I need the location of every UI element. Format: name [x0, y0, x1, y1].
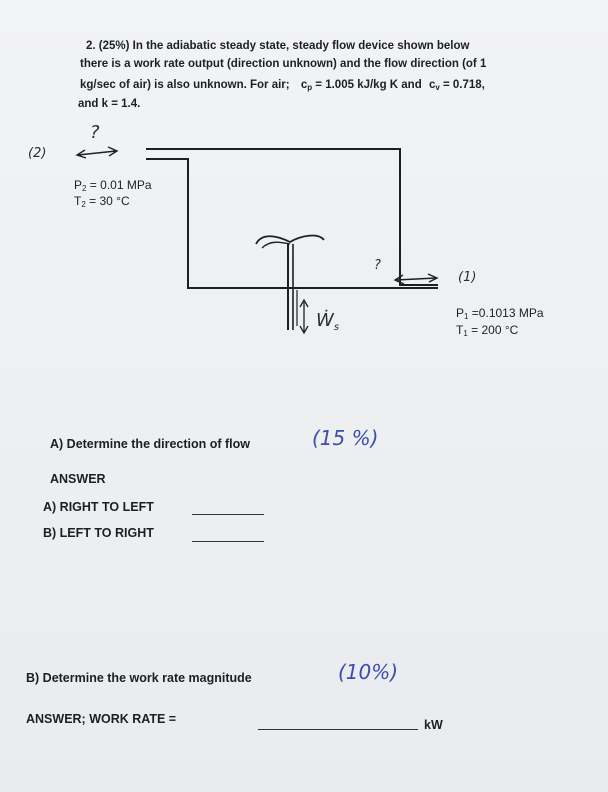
work-rate-unit: kW — [424, 718, 443, 732]
option-a-answer-blank[interactable] — [192, 514, 264, 515]
option-b-answer-blank[interactable] — [192, 541, 264, 542]
problem-line-3: kg/sec of air) is also unknown. For air; $c_p = 1.005$ kJ/kg K and $c_v = 0.718$, — [80, 79, 485, 92]
part-b-answer-label: ANSWER; WORK RATE = — [26, 712, 177, 726]
part-b-points: (10%) — [338, 660, 399, 684]
problem-line-2: there is a work rate output (direction unknown) and the flow direction (of 1 — [80, 58, 487, 70]
problem-line-1: 2. (25%) In the adiabatic steady state, steady flow device shown below — [86, 40, 470, 52]
state-2-pressure: $P_2 = 0.01$ MPa — [74, 178, 152, 193]
state-1-temperature: $T_1 = 200$ °C — [456, 323, 519, 338]
part-a-points: (15 %) — [312, 426, 379, 450]
state-2-label: (2) — [28, 146, 47, 161]
option-left-to-right: B) LEFT TO RIGHT — [43, 526, 154, 540]
option-right-to-left: A) RIGHT TO LEFT — [43, 500, 154, 514]
part-b-question: B) Determine the work rate magnitude — [26, 671, 252, 685]
flow-direction-unknown-mark-right: ? — [374, 258, 381, 273]
work-rate-symbol: Ẇ$_s$ — [316, 310, 340, 333]
state-1-label: (1) — [458, 270, 477, 285]
problem-line-4: and k = 1.4. — [78, 98, 141, 110]
state-1-pressure: $P_1 =0.1013$ MPa — [456, 306, 544, 321]
state-2-temperature: $T_2 = 30$ °C — [74, 194, 130, 209]
flow-direction-unknown-mark-left: ? — [90, 122, 100, 143]
work-rate-answer-blank[interactable] — [258, 729, 418, 730]
part-a-question: A) Determine the direction of flow — [50, 437, 251, 451]
part-a-answer-heading: ANSWER — [50, 472, 106, 486]
